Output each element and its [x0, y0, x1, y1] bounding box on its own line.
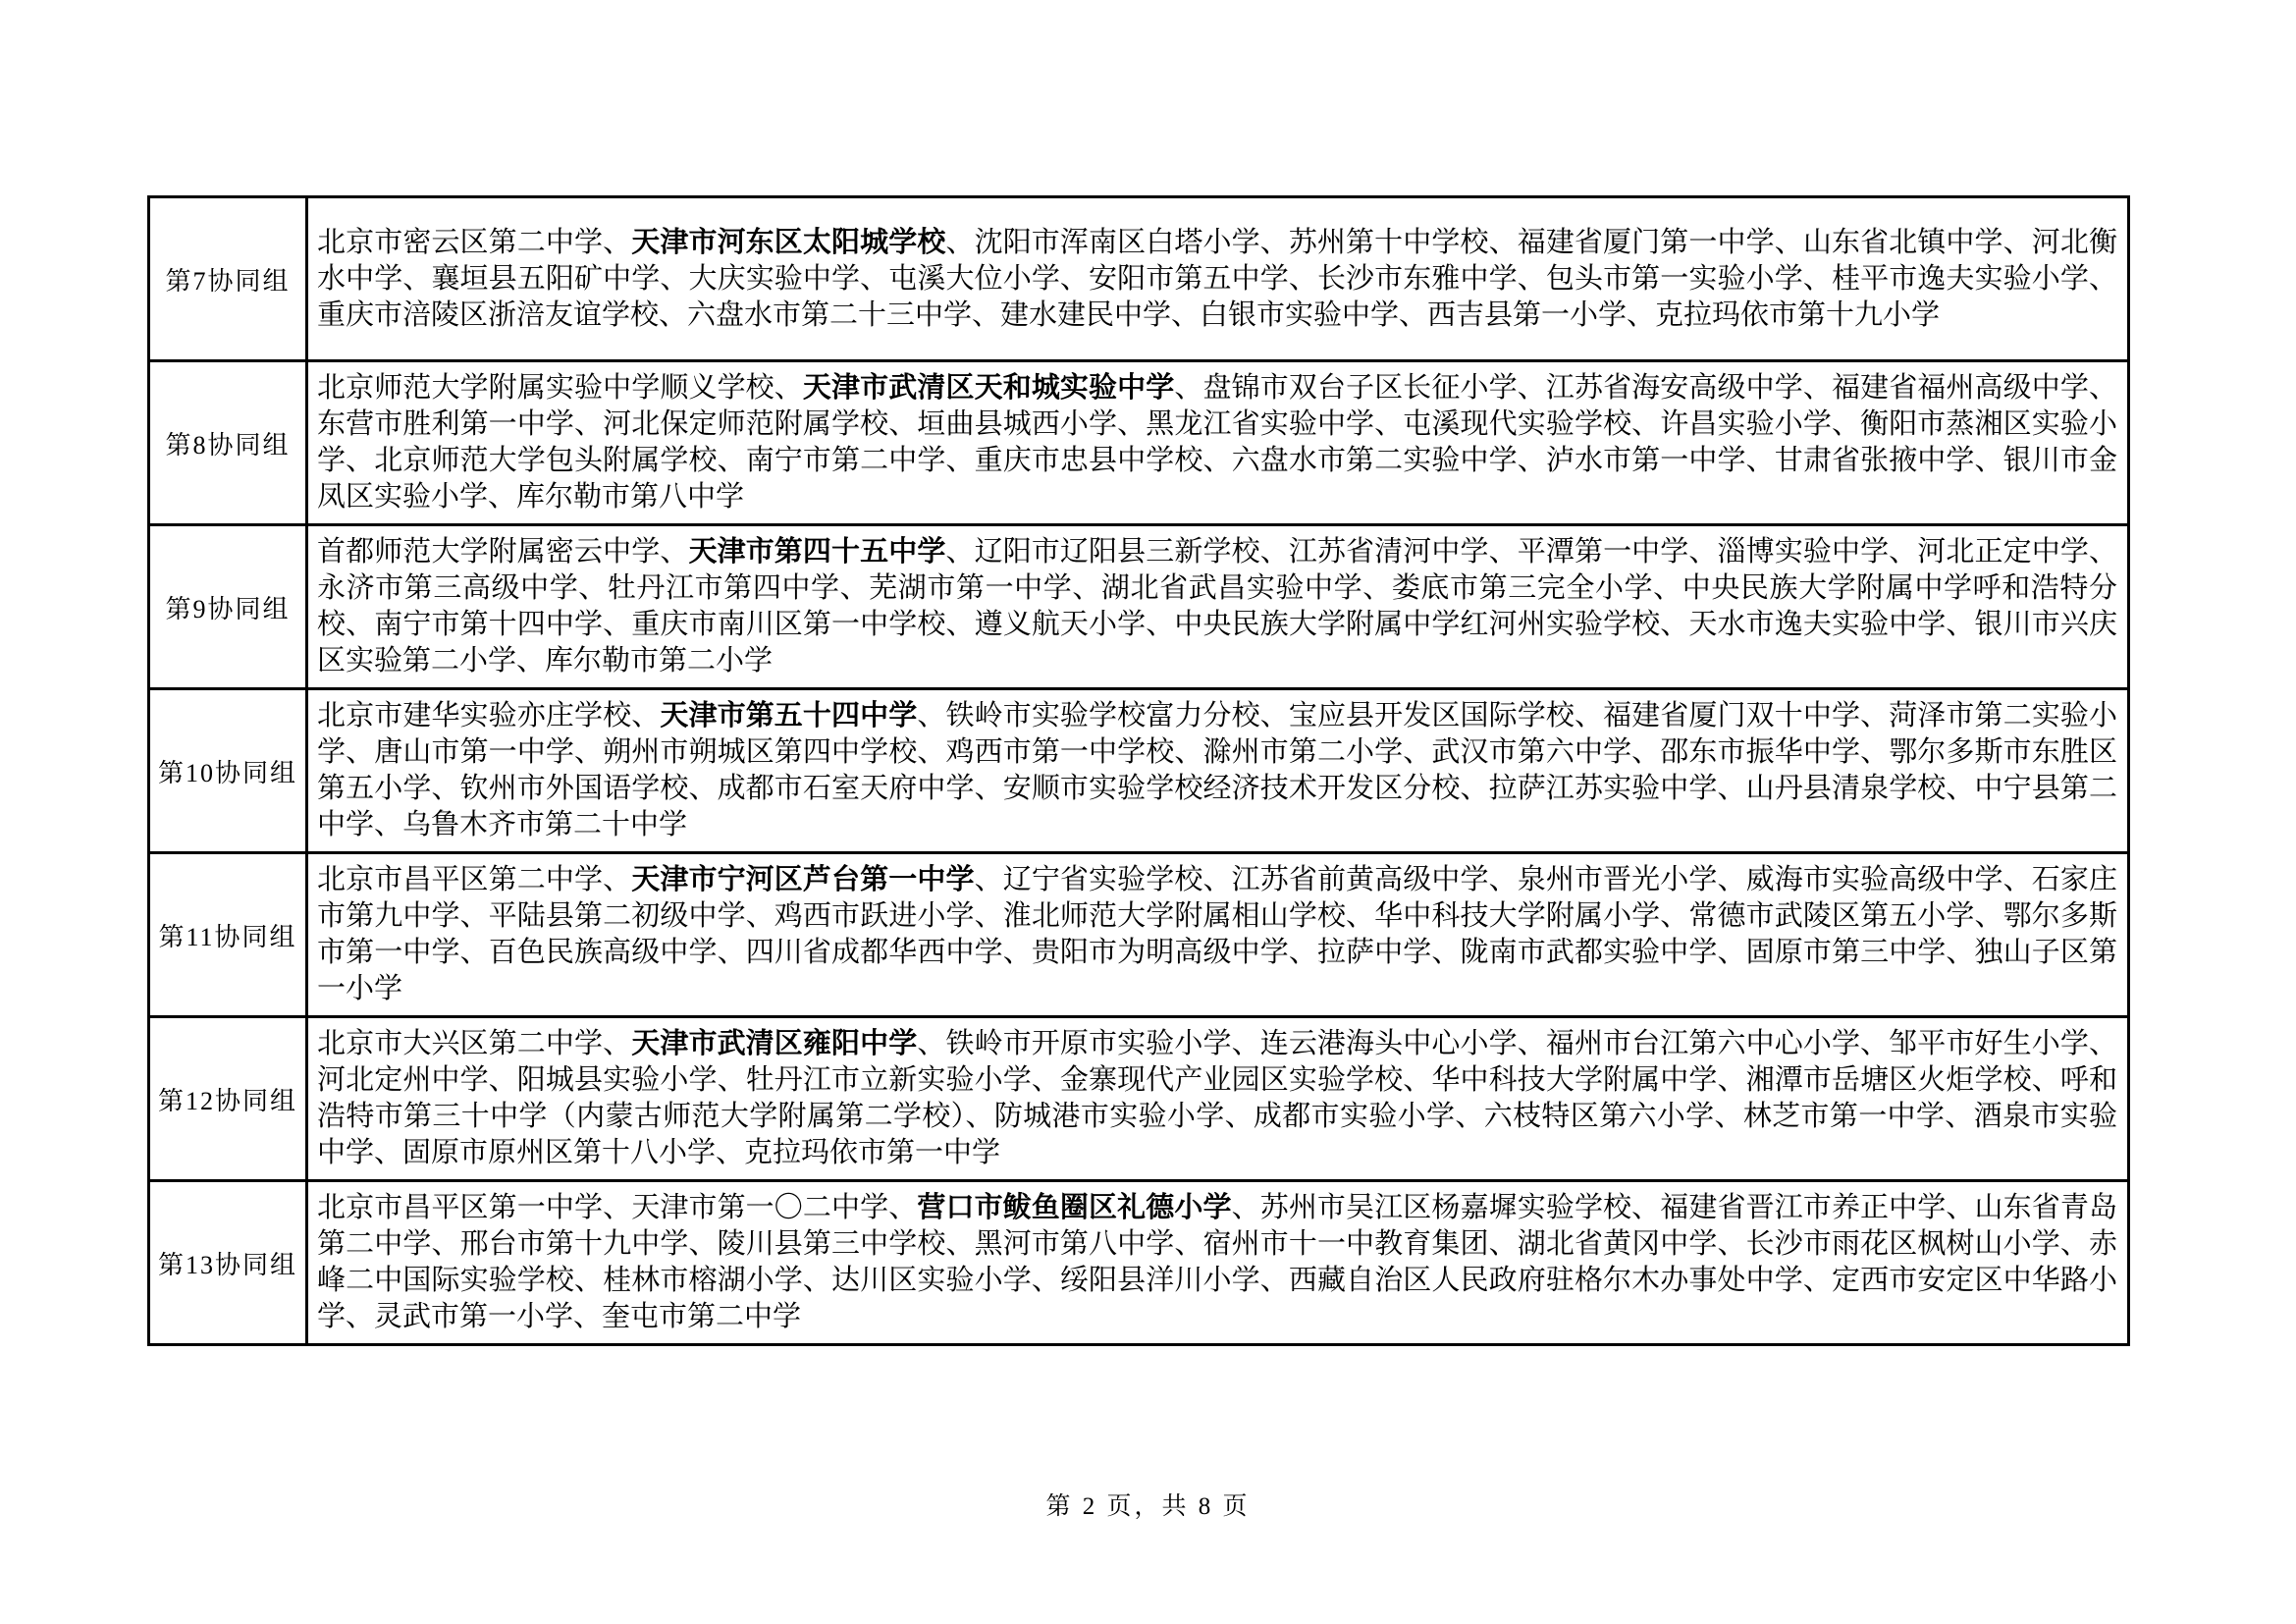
- school-names: 、盘锦市双台子区长征小学、江苏省海安高级中学、福建省福州高级中学、东营市胜利第一中学、河北保定师范附属学校、垣曲县城西小学、黑龙江省实验中学、屯溪现代实验学校、许昌实验小学、衡阳市蒸湘区实验小学、北京师范大学包头附属学校、南宁市第二中学、重庆市忠县中学校、六盘水市第二实验中学、泸水市第一中学、甘肃省张掖中学、银川市金凤区实验小学、库尔勒市第八中学: [317, 372, 2117, 513]
- table-row: [149, 853, 2129, 1017]
- school-name-bold: 天津市第五十四中学: [660, 700, 918, 731]
- table-row: [149, 1181, 2129, 1345]
- group-label: 第8协同组: [149, 361, 307, 525]
- group-school-list: [307, 197, 2129, 361]
- group-label: 第13协同组: [149, 1181, 307, 1345]
- school-names: 、苏州市吴江区杨嘉墀实验学校、福建省晋江市养正中学、山东省青岛第二中学、邢台市第十九中学、陵川县第三中学校、黑河市第八中学、宿州市十一中教育集团、湖北省黄冈中学、长沙市雨花区枫树山小学、赤峰二中国际实验学校、桂林市榕湖小学、达川区实验小学、绥阳县洋川小学、西藏自治区人民政府驻格尔木办事处中学、定西市安定区中华路小学、灵武市第一小学、奎屯市第二中学: [317, 1192, 2117, 1332]
- school-name-bold: 天津市第四十五中学: [688, 536, 946, 568]
- school-name-bold: 天津市武清区天和城实验中学: [802, 372, 1175, 404]
- group-label: 第12协同组: [149, 1017, 307, 1181]
- school-names: 、辽阳市辽阳县三新学校、江苏省清河中学、平潭第一中学、淄博实验中学、河北正定中学、永济市第三高级中学、牡丹江市第四中学、芜湖市第一中学、湖北省武昌实验中学、娄底市第三完全小学、中央民族大学附属中学呼和浩特分校、南宁市第十四中学、重庆市南川区第一中学校、遵义航天小学、中央民族大学附属中学红河州实验学校、天水市逸夫实验中学、银川市兴庆区实验第二小学、库尔勒市第二小学: [317, 536, 2117, 677]
- school-name-bold: 天津市武清区雍阳中学: [631, 1028, 918, 1059]
- school-names: 北京市昌平区第一中学、天津市第一〇二中学、: [317, 1192, 918, 1223]
- table-row: [149, 361, 2129, 525]
- school-names: 、辽宁省实验学校、江苏省前黄高级中学、泉州市晋光小学、威海市实验高级中学、石家庄市第九中学、平陆县第二初级中学、鸡西市跃进小学、淮北师范大学附属相山学校、华中科技大学附属小学、常德市武陵区第五小学、鄂尔多斯市第一中学、百色民族高级中学、四川省成都华西中学、贵阳市为明高级中学、拉萨中学、陇南市武都实验中学、固原市第三中学、独山子区第一小学: [317, 864, 2117, 1004]
- group-label: 第10协同组: [149, 689, 307, 853]
- group-table-body: [149, 197, 2129, 1345]
- page-number-text: 第 2 页，共 8 页: [1045, 1493, 1251, 1520]
- page-footer: [0, 1487, 2296, 1522]
- group-school-list: [307, 853, 2129, 1017]
- school-names: 、铁岭市实验学校富力分校、宝应县开发区国际学校、福建省厦门双十中学、菏泽市第二实验小学、唐山市第一中学、朔州市朔城区第四中学校、鸡西市第一中学校、滁州市第二小学、武汉市第六中学、邵东市振华中学、鄂尔多斯市东胜区第五小学、钦州市外国语学校、成都市石室天府中学、安顺市实验学校经济技术开发区分校、拉萨江苏实验中学、山丹县清泉学校、中宁县第二中学、乌鲁木齐市第二十中学: [317, 700, 2117, 840]
- school-names: 北京师范大学附属实验中学顺义学校、: [317, 372, 803, 404]
- table-row: [149, 197, 2129, 361]
- group-school-list: [307, 525, 2129, 689]
- table-row: [149, 689, 2129, 853]
- group-label: 第7协同组: [149, 197, 307, 361]
- school-name-bold: 营口市鲅鱼圈区礼德小学: [917, 1192, 1232, 1223]
- school-names: 、沈阳市浑南区白塔小学、苏州第十中学校、福建省厦门第一中学、山东省北镇中学、河北衡水中学、襄垣县五阳矿中学、大庆实验中学、屯溪大位小学、安阳市第五中学、长沙市东雅中学、包头市第一实验小学、桂平市逸夫实验小学、重庆市涪陵区浙涪友谊学校、六盘水市第二十三中学、建水建民中学、白银市实验中学、西吉县第一小学、克拉玛依市第十九小学: [317, 226, 2117, 331]
- school-name-bold: 天津市宁河区芦台第一中学: [631, 864, 975, 895]
- group-label: 第9协同组: [149, 525, 307, 689]
- school-names: 北京市昌平区第二中学、: [317, 864, 632, 895]
- group-school-list: [307, 689, 2129, 853]
- school-name-bold: 天津市河东区太阳城学校: [631, 226, 946, 258]
- school-names: 、铁岭市开原市实验小学、连云港海头中心小学、福州市台江第六中心小学、邹平市好生小学、河北定州中学、阳城县实验小学、牡丹江市立新实验小学、金寨现代产业园区实验学校、华中科技大学附属中学、湘潭市岳塘区火炬学校、呼和浩特市第三十中学（内蒙古师范大学附属第二学校）、防城港市实验小学、成都市实验小学、六枝特区第六小学、林芝市第一中学、酒泉市实验中学、固原市原州区第十八小学、克拉玛依市第一中学: [317, 1028, 2117, 1168]
- school-names: 北京市大兴区第二中学、: [317, 1028, 632, 1059]
- table-row: [149, 1017, 2129, 1181]
- group-school-list: [307, 1017, 2129, 1181]
- collaboration-group-table: [147, 195, 2130, 1346]
- school-names: 北京市密云区第二中学、: [317, 226, 632, 258]
- group-school-list: [307, 361, 2129, 525]
- table-row: [149, 525, 2129, 689]
- school-names: 北京市建华实验亦庄学校、: [317, 700, 661, 731]
- group-label: 第11协同组: [149, 853, 307, 1017]
- group-school-list: [307, 1181, 2129, 1345]
- school-names: 首都师范大学附属密云中学、: [317, 536, 689, 568]
